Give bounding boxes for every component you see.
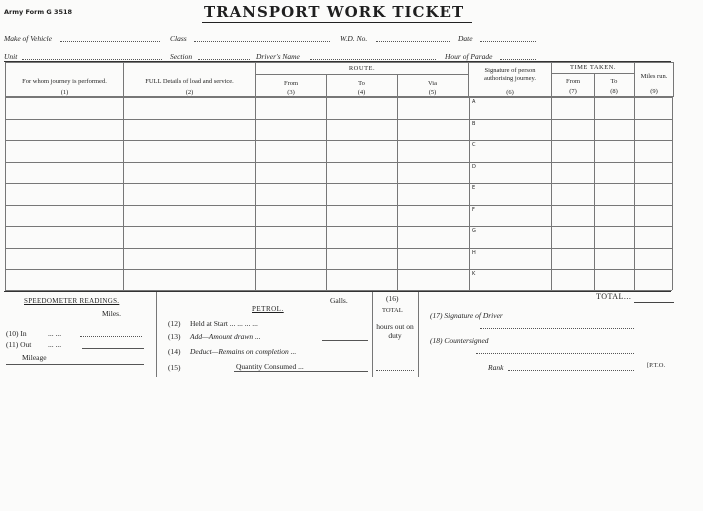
table-cell[interactable] <box>327 184 397 205</box>
row-letter: E <box>472 185 476 191</box>
table-cell[interactable] <box>595 249 634 270</box>
rank-field[interactable] <box>508 370 634 371</box>
table-cell[interactable] <box>635 227 672 248</box>
petrol-add-field[interactable] <box>322 340 368 341</box>
table-cell[interactable] <box>398 98 469 119</box>
row-letter: A <box>472 99 476 105</box>
mileage-label: Mileage <box>22 353 47 362</box>
date-label: Date <box>458 34 473 43</box>
table-cell[interactable] <box>635 141 672 162</box>
petrol-deduct-label: Deduct—Remains on completion ... <box>190 347 297 356</box>
table-cell[interactable] <box>470 206 551 227</box>
table-cell[interactable] <box>398 163 469 184</box>
table-cell[interactable] <box>470 163 551 184</box>
reading-out-field[interactable] <box>82 348 144 349</box>
reading-in-dots: ... ... <box>48 329 62 338</box>
table-cell[interactable] <box>124 120 255 141</box>
countersigned-field[interactable] <box>476 353 634 354</box>
driver-field[interactable] <box>310 59 436 60</box>
table-cell[interactable] <box>256 163 326 184</box>
table-cell[interactable] <box>256 227 326 248</box>
table-cell[interactable] <box>398 184 469 205</box>
col-from: From <box>283 80 299 87</box>
table-cell[interactable] <box>6 270 123 291</box>
table-cell[interactable] <box>595 141 634 162</box>
table-cell[interactable] <box>6 249 123 270</box>
table-cell[interactable] <box>398 206 469 227</box>
table-cell[interactable] <box>124 249 255 270</box>
col-header-route: ROUTE. From (3) To (4) Via (5) <box>256 63 469 97</box>
driver-signature-label: (17) Signature of Driver <box>430 311 503 320</box>
unit-label: Unit <box>4 52 18 61</box>
row-letter: F <box>472 206 475 213</box>
table-cell[interactable] <box>552 270 594 291</box>
table-cell[interactable] <box>124 206 255 227</box>
table-cell[interactable] <box>256 141 326 162</box>
table-cell[interactable] <box>398 227 469 248</box>
pto-note: [P.T.O. <box>647 362 666 369</box>
petrol-held-label: Held at Start ... ... ... ... <box>190 319 258 328</box>
table-cell[interactable] <box>470 141 551 162</box>
table-cell[interactable] <box>124 227 255 248</box>
footer-divider-3 <box>418 292 419 377</box>
miles-label: Miles. <box>102 309 121 318</box>
table-cell[interactable] <box>327 98 397 119</box>
hours-out-label: hours out on duty <box>376 322 414 340</box>
row-letter: G <box>472 228 476 234</box>
rank-label: Rank <box>488 363 504 372</box>
petrol-add-label: Add—Amount drawn ... <box>190 332 261 341</box>
table-cell[interactable] <box>595 98 634 119</box>
table-cell[interactable] <box>256 98 326 119</box>
table-cell[interactable] <box>635 270 672 291</box>
table-cell[interactable] <box>595 120 634 141</box>
wd-no-field[interactable] <box>376 41 450 42</box>
table-cell[interactable] <box>6 227 123 248</box>
hour-field[interactable] <box>500 59 536 60</box>
row-letter: K <box>472 271 476 277</box>
table-cell[interactable] <box>327 120 397 141</box>
petrol-13-num: (13) <box>168 332 181 341</box>
speedometer-title: SPEEDOMETER READINGS. <box>24 297 120 305</box>
table-cell[interactable] <box>124 163 255 184</box>
total-hours-num: (16) <box>386 294 399 303</box>
table-cell[interactable] <box>635 98 672 119</box>
col-header-signature: Signature of person authorising journey. (6) <box>469 63 552 97</box>
countersigned-label: (18) Countersigned <box>430 336 489 345</box>
table-cell[interactable] <box>552 141 594 162</box>
title-underline <box>202 22 472 23</box>
petrol-title: PETROL. <box>252 305 284 313</box>
table-cell[interactable] <box>124 98 255 119</box>
table-cell[interactable] <box>6 120 123 141</box>
table-cell[interactable] <box>398 120 469 141</box>
table-cell[interactable] <box>256 249 326 270</box>
table-cell[interactable] <box>470 270 551 291</box>
table-cell[interactable] <box>552 120 594 141</box>
hour-label: Hour of Parade <box>445 52 493 61</box>
table-cell[interactable] <box>6 98 123 119</box>
make-field[interactable] <box>60 41 160 42</box>
col-header-miles: Miles run. (9) <box>635 63 674 97</box>
row-letter: D <box>472 163 476 170</box>
total-hours-title: TOTAL <box>382 307 403 314</box>
table-cell[interactable] <box>595 184 634 205</box>
table-cell[interactable] <box>256 120 326 141</box>
hours-out-field[interactable] <box>376 370 414 371</box>
table-cell[interactable] <box>470 98 551 119</box>
date-field[interactable] <box>480 41 536 42</box>
row-letter: H <box>472 249 476 256</box>
journey-table <box>5 62 674 97</box>
row-letter: C <box>472 142 476 148</box>
petrol-12-num: (12) <box>168 319 181 328</box>
table-cell[interactable] <box>327 141 397 162</box>
grand-total-field[interactable] <box>634 302 674 303</box>
table-cell[interactable] <box>398 249 469 270</box>
table-cell[interactable] <box>635 163 672 184</box>
make-label: Make of Vehicle <box>4 34 52 43</box>
page-title: TRANSPORT WORK TICKET <box>204 3 465 21</box>
section-label: Section <box>170 52 193 61</box>
form-number: Army Form G 3518 <box>4 8 73 16</box>
table-cell[interactable] <box>635 249 672 270</box>
table-cell[interactable] <box>470 120 551 141</box>
table-cell[interactable] <box>327 163 397 184</box>
petrol-14-num: (14) <box>168 347 181 356</box>
col-header-whom: For whom journey is performed. (1) <box>6 63 124 97</box>
table-cell[interactable] <box>552 227 594 248</box>
reading-out-label: (11) Out <box>6 340 32 349</box>
table-cell[interactable] <box>595 206 634 227</box>
table-cell[interactable] <box>327 249 397 270</box>
table-cell[interactable] <box>124 141 255 162</box>
table-cell[interactable] <box>256 270 326 291</box>
table-cell[interactable] <box>552 206 594 227</box>
table-cell[interactable] <box>6 206 123 227</box>
col-header-time: TIME TAKEN. From (7) To (8) <box>552 63 635 97</box>
table-cell[interactable] <box>635 184 672 205</box>
table-cell[interactable] <box>6 184 123 205</box>
table-cell[interactable] <box>552 98 594 119</box>
col-to: To <box>358 80 365 87</box>
row-letter: B <box>472 120 476 127</box>
table-cell[interactable] <box>595 163 634 184</box>
footer-divider-2 <box>372 292 373 377</box>
col-via: Via <box>428 80 437 87</box>
galls-label: Galls. <box>330 296 348 305</box>
driver-label: Driver's Name <box>256 52 300 61</box>
table-cell[interactable] <box>6 163 123 184</box>
table-cell[interactable] <box>470 227 551 248</box>
driver-signature-field[interactable] <box>480 328 634 329</box>
table-cell[interactable] <box>327 270 397 291</box>
wd-no-label: W.D. No. <box>340 34 368 43</box>
table-cell[interactable] <box>6 141 123 162</box>
table-cell[interactable] <box>398 270 469 291</box>
table-cell[interactable] <box>327 227 397 248</box>
table-cell[interactable] <box>595 270 634 291</box>
mileage-field[interactable] <box>6 364 144 365</box>
grand-total-label: TOTAL... <box>596 292 632 301</box>
table-cell[interactable] <box>552 249 594 270</box>
petrol-consumed-field[interactable] <box>234 371 368 372</box>
table-cell[interactable] <box>124 270 255 291</box>
table-cell[interactable] <box>256 206 326 227</box>
grid-column-line <box>672 97 673 290</box>
table-cell[interactable] <box>470 249 551 270</box>
petrol-consumed-label: Quantity Consumed ... <box>236 362 304 371</box>
footer-divider-1 <box>156 292 157 377</box>
footer-top-rule <box>4 291 671 292</box>
table-cell[interactable] <box>552 163 594 184</box>
section-field[interactable] <box>198 59 250 60</box>
table-cell[interactable] <box>327 206 397 227</box>
petrol-15-num: (15) <box>168 363 181 372</box>
reading-out-dots: ... ... <box>48 340 62 349</box>
table-cell[interactable] <box>635 120 672 141</box>
table-cell[interactable] <box>635 206 672 227</box>
class-field[interactable] <box>194 41 330 42</box>
reading-in-label: (10) In <box>6 329 27 338</box>
unit-field[interactable] <box>22 59 162 60</box>
table-cell[interactable] <box>470 184 551 205</box>
table-cell[interactable] <box>398 141 469 162</box>
class-label: Class <box>170 34 187 43</box>
col-header-details: FULL Details of load and service. (2) <box>124 63 256 97</box>
table-cell[interactable] <box>256 184 326 205</box>
table-cell[interactable] <box>595 227 634 248</box>
reading-in-field[interactable] <box>80 336 142 337</box>
table-cell[interactable] <box>552 184 594 205</box>
table-cell[interactable] <box>124 184 255 205</box>
